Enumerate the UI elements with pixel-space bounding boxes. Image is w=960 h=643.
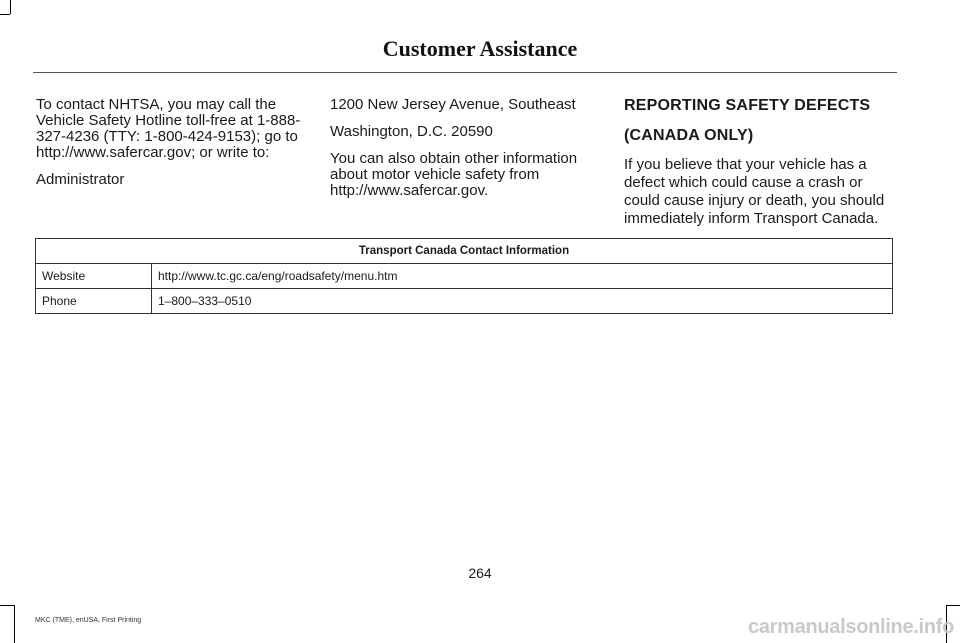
section-heading-line2: (CANADA ONLY) xyxy=(624,127,754,144)
table-caption-row xyxy=(36,239,893,264)
table-caption: Transport Canada Contact Information xyxy=(36,239,893,264)
page-title: Customer Assistance xyxy=(382,36,578,61)
address-line-street: 1200 New Jersey Avenue, Southeast xyxy=(330,96,576,113)
crop-mark xyxy=(14,605,15,643)
crop-mark xyxy=(10,0,11,14)
contact-info-table xyxy=(35,238,893,314)
crop-mark xyxy=(0,14,10,15)
text-column-1 xyxy=(36,97,302,199)
table-row xyxy=(36,289,893,314)
phone-number: 1–800–333–0510 xyxy=(152,289,893,314)
crop-mark xyxy=(946,605,960,606)
page-number: 264 xyxy=(468,565,492,581)
canada-defect-paragraph: If you believe that your vehicle has a defect which could cause a crash or could cause injury or death, you should immediately inform Transport Canada. xyxy=(624,156,885,227)
watermark-logo: carmanualsonline.info xyxy=(748,616,954,638)
section-heading-line1: REPORTING SAFETY DEFECTS xyxy=(624,97,871,114)
safety-info-paragraph: You can also obtain other information about motor vehicle safety from http://www.safercar.gov. xyxy=(330,150,578,199)
text-column-2 xyxy=(330,97,596,210)
crop-mark xyxy=(0,605,14,606)
text-column-3 xyxy=(624,97,896,239)
administrator-text: Administrator xyxy=(36,171,125,188)
table-cell-label: Website xyxy=(36,264,152,289)
website-url[interactable]: http://www.tc.gc.ca/eng/roadsafety/menu.htm xyxy=(152,264,893,289)
header-divider xyxy=(33,72,897,73)
section-heading xyxy=(624,97,896,145)
nhtsa-contact-paragraph: To contact NHTSA, you may call the Vehicle Safety Hotline toll-free at 1-888-327-4236 (TTY: 1-800-424-9153); go to http://www.safercar.gov; or write to: xyxy=(36,96,301,161)
print-info: MKC (TME), enUSA, First Printing xyxy=(35,617,142,624)
table-cell-label: Phone xyxy=(36,289,152,314)
address-line-city: Washington, D.C. 20590 xyxy=(330,123,493,140)
table-row xyxy=(36,264,893,289)
